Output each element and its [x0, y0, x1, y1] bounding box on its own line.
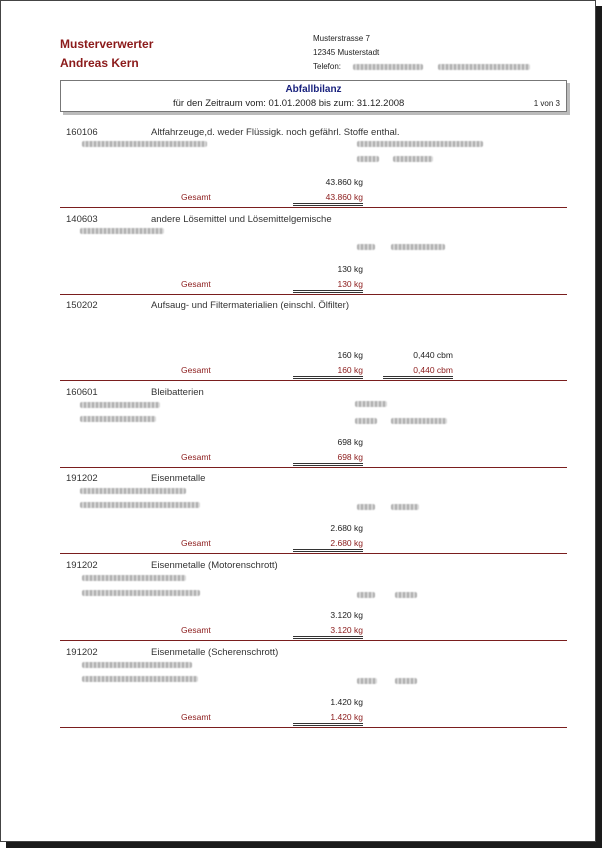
- report-period: für den Zeitraum vom: 01.01.2008 bis zum: 31.12.2008: [173, 98, 405, 109]
- waste-name: Eisenmetalle (Motorenschrott): [151, 560, 278, 571]
- redacted-text: [355, 401, 387, 407]
- waste-name: Aufsaug- und Filtermaterialien (einschl. Ölfilter): [151, 300, 349, 311]
- redacted-text: [80, 416, 156, 422]
- total-label: Gesamt: [181, 365, 211, 375]
- redacted-text: [391, 504, 419, 510]
- report-title: Abfallbilanz: [285, 84, 342, 95]
- total-label: Gesamt: [181, 625, 211, 635]
- redacted-text: [80, 488, 186, 494]
- quantity: 43.860 kg: [325, 177, 363, 187]
- redacted-text: [82, 141, 207, 147]
- redacted-text: [357, 156, 379, 162]
- redacted-text: [395, 592, 417, 598]
- waste-code: 160106: [66, 127, 98, 138]
- waste-section: [60, 553, 567, 641]
- redacted-text: [395, 678, 417, 684]
- total-quantity: 43.860 kg: [293, 192, 363, 206]
- redacted-text: [82, 676, 198, 682]
- waste-code: 191202: [66, 473, 98, 484]
- waste-section: [60, 640, 567, 728]
- quantity: 3.120 kg: [330, 610, 363, 620]
- address-street: Musterstrasse 7: [313, 34, 370, 43]
- waste-section: [60, 120, 567, 208]
- company-owner: Andreas Kern: [60, 56, 139, 70]
- page-number: 1 von 3: [533, 99, 560, 108]
- total-label: Gesamt: [181, 192, 211, 202]
- waste-name: Eisenmetalle: [151, 473, 206, 484]
- redacted-text: [80, 502, 200, 508]
- redacted-fax: [438, 64, 530, 70]
- address-city: 12345 Musterstadt: [313, 48, 380, 57]
- company-name: Musterverwerter: [60, 37, 154, 51]
- waste-name: andere Lösemittel und Lösemittelgemische: [151, 214, 332, 225]
- redacted-text: [80, 402, 160, 408]
- waste-name: Eisenmetalle (Scherenschrott): [151, 647, 279, 658]
- redacted-text: [357, 504, 375, 510]
- quantity: 2.680 kg: [330, 523, 363, 533]
- total-quantity: 3.120 kg: [293, 625, 363, 639]
- total-label: Gesamt: [181, 279, 211, 289]
- waste-section: [60, 466, 567, 554]
- redacted-text: [393, 156, 433, 162]
- redacted-text: [80, 228, 164, 234]
- waste-section: [60, 293, 567, 381]
- quantity: 1.420 kg: [330, 697, 363, 707]
- waste-name: Altfahrzeuge,d. weder Flüssigk. noch gefährl. Stoffe enthal.: [151, 127, 400, 138]
- waste-code: 191202: [66, 560, 98, 571]
- quantity: 698 kg: [337, 437, 363, 447]
- total-quantity: 160 kg: [293, 365, 363, 379]
- total-label: Gesamt: [181, 712, 211, 722]
- redacted-text: [82, 575, 186, 581]
- total-quantity: 1.420 kg: [293, 712, 363, 726]
- redacted-text: [355, 418, 377, 424]
- quantity: 160 kg: [337, 350, 363, 360]
- redacted-text: [82, 662, 192, 668]
- waste-code: 140603: [66, 214, 98, 225]
- total-label: Gesamt: [181, 452, 211, 462]
- waste-name: Bleibatterien: [151, 387, 204, 398]
- volume: 0,440 cbm: [413, 350, 453, 360]
- address-phone-label: Telefon:: [313, 62, 342, 71]
- redacted-text: [357, 678, 377, 684]
- waste-code: 160601: [66, 387, 98, 398]
- waste-code: 150202: [66, 300, 98, 311]
- total-quantity: 2.680 kg: [293, 538, 363, 552]
- redacted-text: [357, 244, 375, 250]
- total-volume: 0,440 cbm: [383, 365, 453, 379]
- waste-section: [60, 380, 567, 468]
- redacted-text: [357, 141, 483, 147]
- quantity: 130 kg: [337, 264, 363, 274]
- redacted-text: [357, 592, 375, 598]
- redacted-text: [391, 418, 447, 424]
- total-quantity: 698 kg: [293, 452, 363, 466]
- total-quantity: 130 kg: [293, 279, 363, 293]
- total-label: Gesamt: [181, 538, 211, 548]
- waste-section: [60, 207, 567, 295]
- redacted-text: [82, 590, 200, 596]
- redacted-phone: [353, 64, 423, 70]
- report-header-box: [60, 80, 567, 112]
- redacted-text: [391, 244, 445, 250]
- waste-code: 191202: [66, 647, 98, 658]
